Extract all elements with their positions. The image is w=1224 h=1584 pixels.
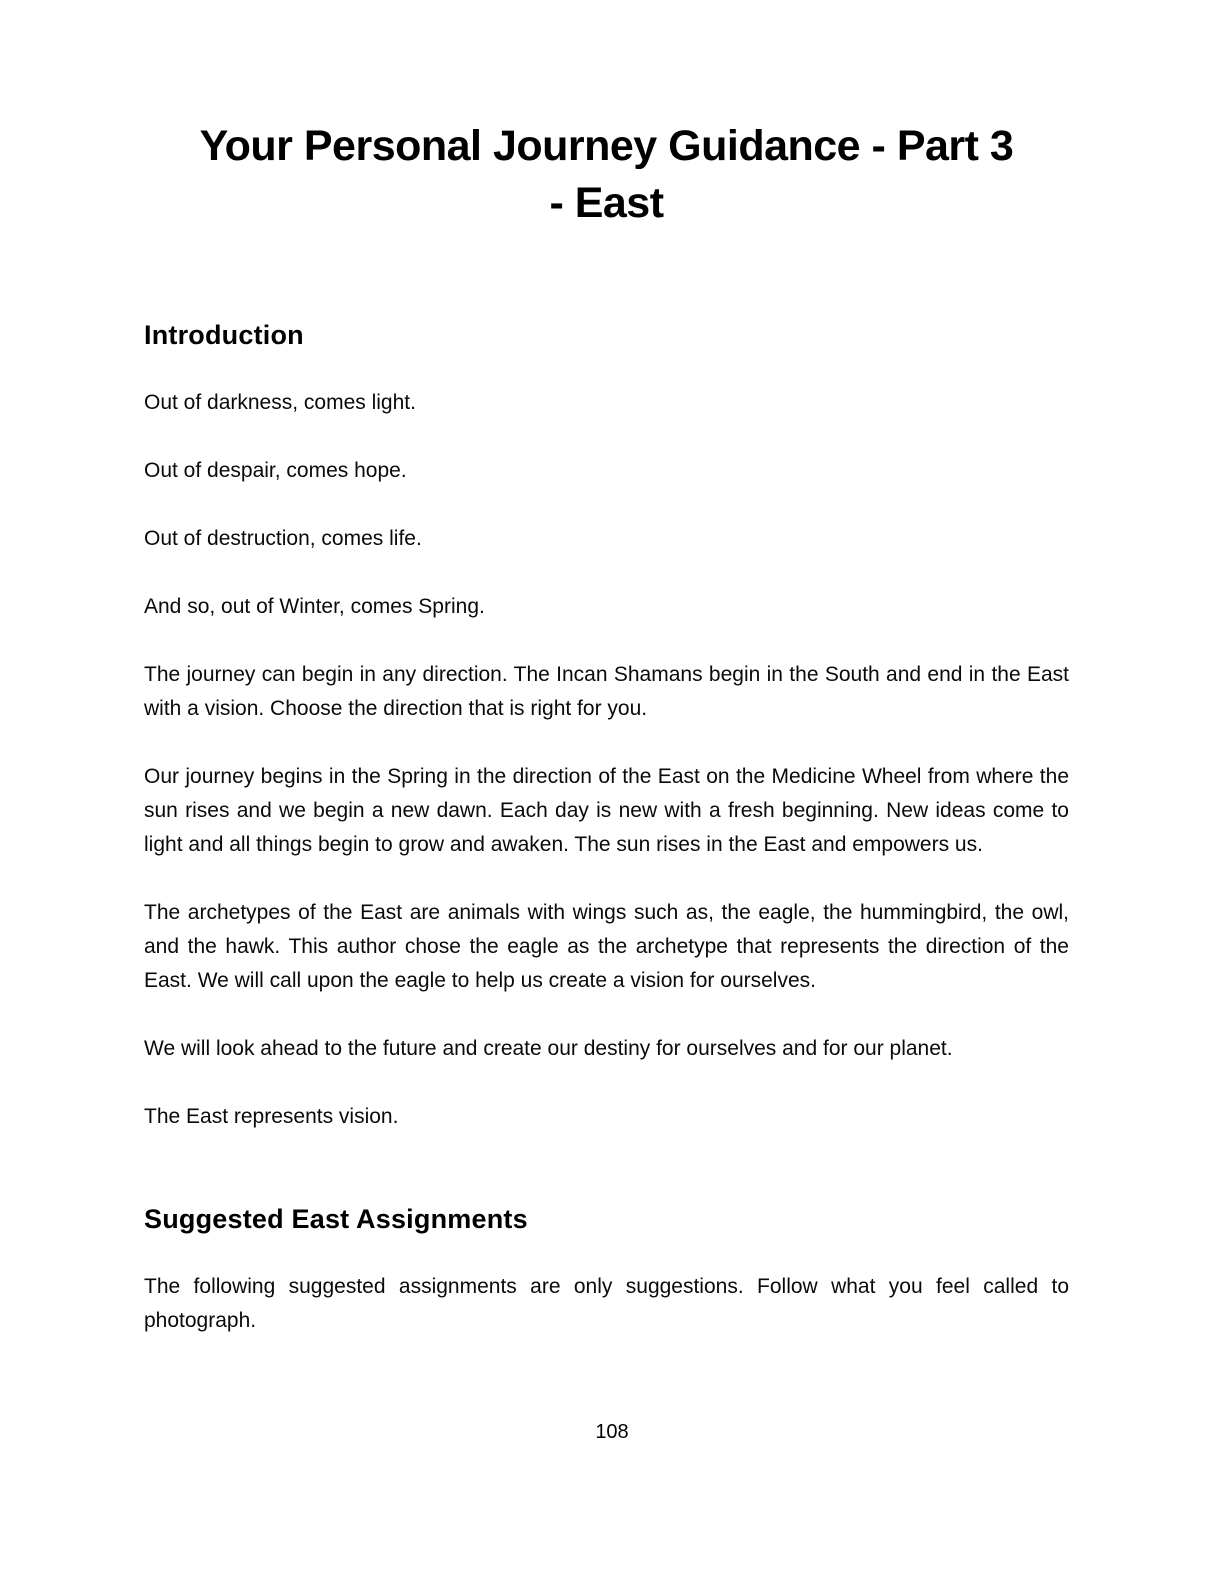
- paragraph: The journey can begin in any direction. The Incan Shamans begin in the South and end in the East with a vision. Choose the direction that is right for you.: [144, 663, 1069, 720]
- paragraph: The East represents vision.: [144, 1105, 399, 1128]
- paragraph: The following suggested assignments are only suggestions. Follow what you feel called to photograph.: [144, 1275, 1069, 1332]
- paragraph: And so, out of Winter, comes Spring.: [144, 595, 485, 618]
- page-title-line-2: - East: [549, 179, 664, 227]
- section-heading-introduction: Introduction: [144, 320, 304, 350]
- paragraph: Out of darkness, comes light.: [144, 391, 416, 414]
- page-number: 108: [595, 1421, 629, 1443]
- paragraph: Out of destruction, comes life.: [144, 527, 422, 550]
- section-heading-suggested-east-assignments: Suggested East Assignments: [144, 1204, 528, 1234]
- page-title: [144, 118, 1069, 232]
- paragraph: Out of despair, comes hope.: [144, 459, 407, 482]
- paragraph: The archetypes of the East are animals with wings such as, the eagle, the hummingbird, the owl, and the hawk. This author chose the eagle as the archetype that represents the direction of the East. We will call upon the eagle to help us create a vision for ourselves.: [144, 901, 1069, 992]
- section-suggested-east-assignments: [144, 1202, 1069, 1338]
- page-title-line-1: Your Personal Journey Guidance - Part 3: [199, 122, 1014, 170]
- section-introduction: [144, 318, 1069, 1134]
- paragraph: We will look ahead to the future and create our destiny for ourselves and for our planet.: [144, 1037, 953, 1060]
- paragraph: Our journey begins in the Spring in the direction of the East on the Medicine Wheel from where the sun rises and we begin a new dawn. Each day is new with a fresh beginning. New ideas come to light and all things begin to grow and awaken. The sun rises in the East and empowers us.: [144, 765, 1069, 856]
